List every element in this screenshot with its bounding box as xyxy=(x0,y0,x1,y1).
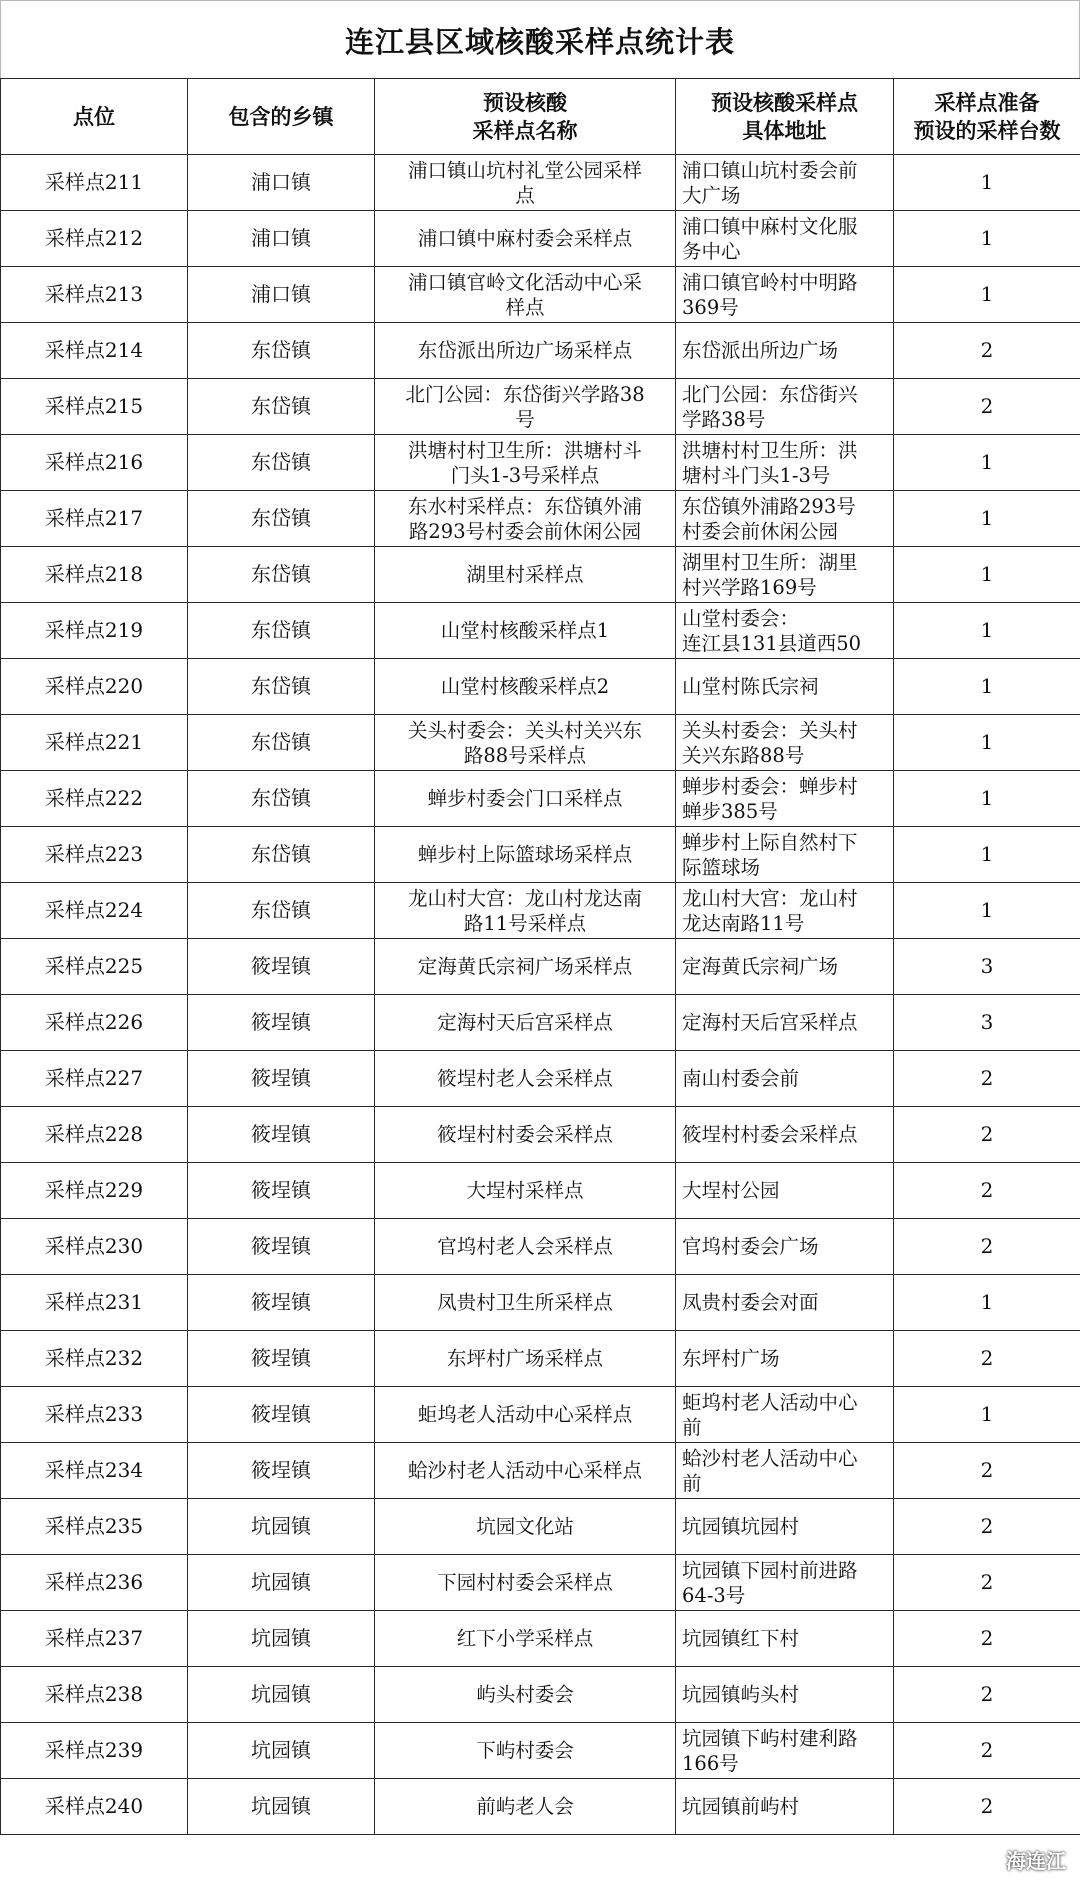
site-address-cell-line: 蛤沙村老人活动中心 xyxy=(682,1446,858,1470)
site-name-cell-line: 龙山村大宫：龙山村龙达南 xyxy=(407,886,642,910)
site-name-cell-line: 洪塘村村卫生所：洪塘村斗 xyxy=(407,438,642,462)
site-name-cell-line: 山堂村核酸采样点2 xyxy=(440,675,610,698)
site-name-cell xyxy=(375,155,676,211)
town-cell: 东岱镇 xyxy=(188,603,375,659)
station-count-cell: 2 xyxy=(894,1331,1080,1387)
site-name-cell-line: 号 xyxy=(515,407,535,431)
site-address-cell-line: 东坪村广场 xyxy=(682,1347,780,1370)
site-address-cell-line: 坑园镇下屿村建利路 xyxy=(682,1726,858,1750)
site-name-cell xyxy=(375,1107,676,1163)
site-name-cell xyxy=(375,1611,676,1667)
site-name-cell xyxy=(375,771,676,827)
table-row xyxy=(1,1779,1080,1835)
town-cell: 东岱镇 xyxy=(188,323,375,379)
site-name-cell xyxy=(375,1331,676,1387)
point-cell: 采样点218 xyxy=(1,547,188,603)
site-address-cell-line: 64-3号 xyxy=(682,1583,746,1607)
point-cell: 采样点221 xyxy=(1,715,188,771)
point-cell: 采样点212 xyxy=(1,211,188,267)
site-address-cell xyxy=(676,1611,894,1667)
header-point xyxy=(1,79,188,155)
site-name-cell-line: 蝉步村上际篮球场采样点 xyxy=(417,843,633,866)
site-name-cell xyxy=(375,1499,676,1555)
site-address-cell xyxy=(676,1331,894,1387)
site-address-cell xyxy=(676,715,894,771)
site-name-cell-line: 路88号采样点 xyxy=(463,743,587,767)
header-line: 具体地址 xyxy=(742,118,827,143)
header-site-address xyxy=(676,79,894,155)
site-address-cell xyxy=(676,1163,894,1219)
town-cell: 筱埕镇 xyxy=(188,939,375,995)
table-row xyxy=(1,1667,1080,1723)
site-name-cell xyxy=(375,1387,676,1443)
site-address-cell-line: 洪塘村村卫生所：洪 xyxy=(682,438,858,462)
point-cell: 采样点216 xyxy=(1,435,188,491)
site-address-cell xyxy=(676,1555,894,1611)
station-count-cell: 1 xyxy=(894,659,1080,715)
station-count-cell: 1 xyxy=(894,715,1080,771)
site-name-cell xyxy=(375,1051,676,1107)
site-name-cell xyxy=(375,1667,676,1723)
table-row xyxy=(1,1499,1080,1555)
site-address-cell-line: 山堂村陈氏宗祠 xyxy=(682,675,819,698)
point-cell: 采样点224 xyxy=(1,883,188,939)
site-address-cell xyxy=(676,1275,894,1331)
header-line: 包含的乡镇 xyxy=(228,104,334,129)
site-name-cell-line: 浦口镇中麻村委会采样点 xyxy=(417,227,633,250)
table-row xyxy=(1,883,1080,939)
site-address-cell xyxy=(676,1499,894,1555)
site-name-cell-line: 定海村天后宫采样点 xyxy=(437,1011,613,1034)
site-name-cell xyxy=(375,1163,676,1219)
point-cell: 采样点237 xyxy=(1,1611,188,1667)
header-line: 采样点准备 xyxy=(934,90,1040,115)
site-address-cell-line: 塘村斗门头1-3号 xyxy=(682,463,831,487)
table-row xyxy=(1,1611,1080,1667)
sampling-points-table xyxy=(0,78,1080,1835)
site-address-cell-line: 坑园镇前屿村 xyxy=(682,1795,800,1818)
site-address-cell-line: 浦口镇官岭村中明路 xyxy=(682,270,858,294)
station-count-cell: 1 xyxy=(894,211,1080,267)
site-address-cell xyxy=(676,379,894,435)
station-count-cell: 2 xyxy=(894,1107,1080,1163)
site-address-cell-line: 官坞村委会广场 xyxy=(682,1235,819,1258)
header-row xyxy=(1,79,1080,155)
header-line: 预设的采样台数 xyxy=(913,118,1061,143)
site-address-cell xyxy=(676,827,894,883)
site-address-cell xyxy=(676,1443,894,1499)
table-row xyxy=(1,1219,1080,1275)
town-cell: 东岱镇 xyxy=(188,715,375,771)
site-address-cell xyxy=(676,1387,894,1443)
site-name-cell-line: 蛤沙村老人活动中心采样点 xyxy=(407,1459,642,1482)
station-count-cell: 1 xyxy=(894,883,1080,939)
town-cell: 浦口镇 xyxy=(188,155,375,211)
town-cell: 东岱镇 xyxy=(188,547,375,603)
site-name-cell-line: 路11号采样点 xyxy=(463,911,587,935)
table-row xyxy=(1,323,1080,379)
header-line: 预设核酸 xyxy=(483,90,567,115)
site-address-cell-line: 凤贵村委会对面 xyxy=(682,1291,819,1314)
site-name-cell-line: 官坞村老人会采样点 xyxy=(437,1235,613,1258)
station-count-cell: 2 xyxy=(894,1779,1080,1835)
site-address-cell-line: 东岱派出所边广场 xyxy=(682,339,839,362)
point-cell: 采样点232 xyxy=(1,1331,188,1387)
table-row xyxy=(1,603,1080,659)
station-count-cell: 1 xyxy=(894,1275,1080,1331)
site-address-cell-line: 学路38号 xyxy=(682,407,766,431)
watermark-text: 海连江 xyxy=(1006,1849,1066,1873)
site-address-cell-line: 龙达南路11号 xyxy=(682,911,805,935)
site-address-cell xyxy=(676,1051,894,1107)
site-name-cell-line: 屿头村委会 xyxy=(476,1683,574,1706)
station-count-cell: 3 xyxy=(894,995,1080,1051)
town-cell: 东岱镇 xyxy=(188,827,375,883)
station-count-cell: 1 xyxy=(894,491,1080,547)
town-cell: 坑园镇 xyxy=(188,1611,375,1667)
point-cell: 采样点228 xyxy=(1,1107,188,1163)
site-name-cell-line: 北门公园：东岱街兴学路38 xyxy=(405,382,645,406)
point-cell: 采样点220 xyxy=(1,659,188,715)
site-name-cell-line: 凤贵村卫生所采样点 xyxy=(437,1291,613,1314)
table-row xyxy=(1,659,1080,715)
station-count-cell: 2 xyxy=(894,1723,1080,1779)
site-name-cell xyxy=(375,883,676,939)
site-address-cell xyxy=(676,267,894,323)
point-cell: 采样点211 xyxy=(1,155,188,211)
site-name-cell-line: 蝉步村委会门口采样点 xyxy=(427,787,623,810)
site-address-cell-line: 蚷坞村老人活动中心 xyxy=(682,1390,858,1414)
header-site-name xyxy=(375,79,676,155)
site-name-cell-line: 东水村采样点：东岱镇外浦 xyxy=(407,494,642,518)
point-cell: 采样点235 xyxy=(1,1499,188,1555)
station-count-cell: 1 xyxy=(894,603,1080,659)
point-cell: 采样点240 xyxy=(1,1779,188,1835)
site-name-cell-line: 关头村委会：关头村关兴东 xyxy=(407,718,642,742)
site-name-cell xyxy=(375,1275,676,1331)
table-row xyxy=(1,1163,1080,1219)
table-title: 连江县区域核酸采样点统计表 xyxy=(0,0,1080,79)
town-cell: 东岱镇 xyxy=(188,435,375,491)
site-address-cell-line: 关头村委会：关头村 xyxy=(682,718,858,742)
site-address-cell xyxy=(676,547,894,603)
point-cell: 采样点236 xyxy=(1,1555,188,1611)
site-name-cell xyxy=(375,379,676,435)
header-line: 预设核酸采样点 xyxy=(711,90,858,115)
table-row xyxy=(1,379,1080,435)
site-name-cell-line: 点 xyxy=(515,183,535,207)
table-row xyxy=(1,715,1080,771)
station-count-cell: 1 xyxy=(894,155,1080,211)
town-cell: 东岱镇 xyxy=(188,379,375,435)
town-cell: 浦口镇 xyxy=(188,211,375,267)
site-name-cell-line: 坑园文化站 xyxy=(476,1515,574,1538)
site-name-cell xyxy=(375,659,676,715)
station-count-cell: 2 xyxy=(894,1443,1080,1499)
table-row xyxy=(1,771,1080,827)
town-cell: 东岱镇 xyxy=(188,659,375,715)
station-count-cell: 1 xyxy=(894,547,1080,603)
site-name-cell-line: 路293号村委会前休闲公园 xyxy=(408,519,642,543)
site-name-cell xyxy=(375,1723,676,1779)
site-address-cell-line: 定海黄氏宗祠广场 xyxy=(682,955,839,978)
town-cell: 坑园镇 xyxy=(188,1555,375,1611)
site-address-cell xyxy=(676,1779,894,1835)
station-count-cell: 2 xyxy=(894,1163,1080,1219)
table-row xyxy=(1,939,1080,995)
site-name-cell-line: 样点 xyxy=(505,295,545,319)
site-name-cell-line: 浦口镇官岭文化活动中心采 xyxy=(407,270,642,294)
point-cell: 采样点226 xyxy=(1,995,188,1051)
site-address-cell xyxy=(676,491,894,547)
site-address-cell-line: 蝉步村上际自然村下 xyxy=(682,830,858,854)
town-cell: 筱埕镇 xyxy=(188,1107,375,1163)
table-row xyxy=(1,435,1080,491)
site-address-cell xyxy=(676,603,894,659)
site-address-cell-line: 坑园镇红下村 xyxy=(682,1627,800,1650)
town-cell: 筱埕镇 xyxy=(188,1275,375,1331)
point-cell: 采样点214 xyxy=(1,323,188,379)
town-cell: 坑园镇 xyxy=(188,1779,375,1835)
site-address-cell-line: 龙山村大宫：龙山村 xyxy=(682,886,858,910)
site-name-cell xyxy=(375,715,676,771)
table-row xyxy=(1,1387,1080,1443)
point-cell: 采样点229 xyxy=(1,1163,188,1219)
site-address-cell-line: 定海村天后宫采样点 xyxy=(682,1011,858,1034)
table-header xyxy=(1,79,1080,155)
site-address-cell-line: 坑园镇屿头村 xyxy=(682,1683,800,1706)
town-cell: 筱埕镇 xyxy=(188,1331,375,1387)
site-address-cell-line: 浦口镇山坑村委会前 xyxy=(682,158,858,182)
site-name-cell-line: 定海黄氏宗祠广场采样点 xyxy=(417,955,633,978)
town-cell: 东岱镇 xyxy=(188,771,375,827)
site-address-cell-line: 连江县131县道西50 xyxy=(682,631,862,655)
site-name-cell-line: 东岱派出所边广场采样点 xyxy=(417,339,633,362)
station-count-cell: 2 xyxy=(894,1499,1080,1555)
point-cell: 采样点230 xyxy=(1,1219,188,1275)
point-cell: 采样点239 xyxy=(1,1723,188,1779)
site-address-cell-line: 坑园镇坑园村 xyxy=(682,1515,800,1538)
station-count-cell: 1 xyxy=(894,1387,1080,1443)
station-count-cell: 2 xyxy=(894,1555,1080,1611)
site-name-cell xyxy=(375,547,676,603)
station-count-cell: 2 xyxy=(894,1051,1080,1107)
point-cell: 采样点219 xyxy=(1,603,188,659)
table-row xyxy=(1,995,1080,1051)
table-row xyxy=(1,547,1080,603)
town-cell: 东岱镇 xyxy=(188,883,375,939)
site-address-cell-line: 关兴东路88号 xyxy=(682,743,805,767)
town-cell: 坑园镇 xyxy=(188,1667,375,1723)
table-row xyxy=(1,1555,1080,1611)
table-body xyxy=(1,155,1080,1835)
point-cell: 采样点213 xyxy=(1,267,188,323)
site-address-cell-line: 前 xyxy=(682,1415,702,1439)
site-address-cell-line: 蝉步385号 xyxy=(682,799,778,823)
table-row xyxy=(1,491,1080,547)
town-cell: 东岱镇 xyxy=(188,491,375,547)
site-name-cell xyxy=(375,1219,676,1275)
station-count-cell: 1 xyxy=(894,435,1080,491)
point-cell: 采样点223 xyxy=(1,827,188,883)
town-cell: 坑园镇 xyxy=(188,1723,375,1779)
site-address-cell-line: 369号 xyxy=(682,295,739,319)
point-cell: 采样点215 xyxy=(1,379,188,435)
town-cell: 浦口镇 xyxy=(188,267,375,323)
town-cell: 筱埕镇 xyxy=(188,1051,375,1107)
table-row xyxy=(1,1443,1080,1499)
site-address-cell-line: 南山村委会前 xyxy=(682,1067,800,1090)
town-cell: 筱埕镇 xyxy=(188,995,375,1051)
point-cell: 采样点217 xyxy=(1,491,188,547)
site-address-cell xyxy=(676,435,894,491)
site-address-cell xyxy=(676,323,894,379)
station-count-cell: 2 xyxy=(894,1667,1080,1723)
site-name-cell-line: 湖里村采样点 xyxy=(466,563,584,586)
site-address-cell xyxy=(676,883,894,939)
town-cell: 坑园镇 xyxy=(188,1499,375,1555)
site-address-cell-line: 166号 xyxy=(682,1751,739,1775)
wechat-icon xyxy=(970,1849,1000,1871)
site-name-cell xyxy=(375,1443,676,1499)
point-cell: 采样点233 xyxy=(1,1387,188,1443)
site-name-cell xyxy=(375,267,676,323)
site-address-cell-line: 浦口镇中麻村文化服 xyxy=(682,214,858,238)
town-cell: 筱埕镇 xyxy=(188,1387,375,1443)
site-address-cell-line: 际篮球场 xyxy=(682,855,761,879)
table-row xyxy=(1,1275,1080,1331)
header-line: 采样点名称 xyxy=(472,118,578,143)
station-count-cell: 2 xyxy=(894,379,1080,435)
point-cell: 采样点238 xyxy=(1,1667,188,1723)
site-name-cell-line: 筱埕村村委会采样点 xyxy=(437,1123,613,1146)
site-name-cell xyxy=(375,827,676,883)
site-address-cell xyxy=(676,1107,894,1163)
site-address-cell-line: 务中心 xyxy=(682,239,741,263)
site-name-cell-line: 东坪村广场采样点 xyxy=(446,1347,603,1370)
table-row xyxy=(1,155,1080,211)
site-address-cell-line: 湖里村卫生所：湖里 xyxy=(682,550,858,574)
point-cell: 采样点231 xyxy=(1,1275,188,1331)
point-cell: 采样点227 xyxy=(1,1051,188,1107)
point-cell: 采样点222 xyxy=(1,771,188,827)
table-row xyxy=(1,1107,1080,1163)
site-address-cell-line: 村兴学路169号 xyxy=(682,575,817,599)
site-name-cell xyxy=(375,603,676,659)
table-row xyxy=(1,1723,1080,1779)
site-name-cell-line: 门头1-3号采样点 xyxy=(450,463,600,487)
station-count-cell: 3 xyxy=(894,939,1080,995)
site-address-cell xyxy=(676,1667,894,1723)
site-address-cell xyxy=(676,995,894,1051)
watermark xyxy=(970,1845,1066,1874)
station-count-cell: 2 xyxy=(894,323,1080,379)
site-name-cell-line: 浦口镇山坑村礼堂公园采样 xyxy=(407,158,642,182)
site-name-cell-line: 下园村村委会采样点 xyxy=(437,1571,613,1594)
site-name-cell xyxy=(375,211,676,267)
site-address-cell xyxy=(676,1219,894,1275)
table-row xyxy=(1,1331,1080,1387)
header-station-count xyxy=(894,79,1080,155)
site-address-cell xyxy=(676,155,894,211)
site-address-cell-line: 坑园镇下园村前进路 xyxy=(682,1558,858,1582)
site-address-cell-line: 大广场 xyxy=(682,183,741,207)
town-cell: 筱埕镇 xyxy=(188,1163,375,1219)
site-name-cell-line: 山堂村核酸采样点1 xyxy=(440,619,610,642)
station-count-cell: 2 xyxy=(894,1611,1080,1667)
point-cell: 采样点225 xyxy=(1,939,188,995)
site-address-cell xyxy=(676,771,894,827)
header-line: 点位 xyxy=(73,104,115,129)
station-count-cell: 1 xyxy=(894,267,1080,323)
site-address-cell-line: 蝉步村委会：蝉步村 xyxy=(682,774,858,798)
table-row xyxy=(1,267,1080,323)
site-name-cell-line: 下屿村委会 xyxy=(476,1739,574,1762)
table-row xyxy=(1,211,1080,267)
site-address-cell-line: 山堂村委会： xyxy=(682,606,800,630)
station-count-cell: 2 xyxy=(894,1219,1080,1275)
site-address-cell-line: 筱埕村村委会采样点 xyxy=(682,1123,858,1146)
town-cell: 筱埕镇 xyxy=(188,1443,375,1499)
table-row xyxy=(1,827,1080,883)
site-name-cell-line: 红下小学采样点 xyxy=(456,1627,594,1650)
site-address-cell xyxy=(676,1723,894,1779)
site-name-cell xyxy=(375,491,676,547)
site-address-cell-line: 北门公园：东岱街兴 xyxy=(682,382,858,406)
town-cell: 筱埕镇 xyxy=(188,1219,375,1275)
point-cell: 采样点234 xyxy=(1,1443,188,1499)
site-address-cell xyxy=(676,211,894,267)
site-address-cell-line: 村委会前休闲公园 xyxy=(682,519,839,543)
site-address-cell xyxy=(676,659,894,715)
site-address-cell-line: 东岱镇外浦路293号 xyxy=(682,494,856,518)
station-count-cell: 1 xyxy=(894,771,1080,827)
header-town xyxy=(188,79,375,155)
site-name-cell xyxy=(375,1779,676,1835)
site-name-cell xyxy=(375,323,676,379)
site-name-cell xyxy=(375,435,676,491)
site-name-cell-line: 筱埕村老人会采样点 xyxy=(437,1067,613,1090)
site-name-cell-line: 蚷坞老人活动中心采样点 xyxy=(417,1403,633,1426)
site-address-cell xyxy=(676,939,894,995)
site-address-cell-line: 大埕村公园 xyxy=(682,1179,780,1202)
site-address-cell-line: 前 xyxy=(682,1471,702,1495)
station-count-cell: 1 xyxy=(894,827,1080,883)
table-row xyxy=(1,1051,1080,1107)
site-name-cell xyxy=(375,995,676,1051)
site-name-cell-line: 大埕村采样点 xyxy=(466,1179,584,1202)
site-name-cell xyxy=(375,939,676,995)
site-name-cell-line: 前屿老人会 xyxy=(476,1795,574,1818)
site-name-cell xyxy=(375,1555,676,1611)
